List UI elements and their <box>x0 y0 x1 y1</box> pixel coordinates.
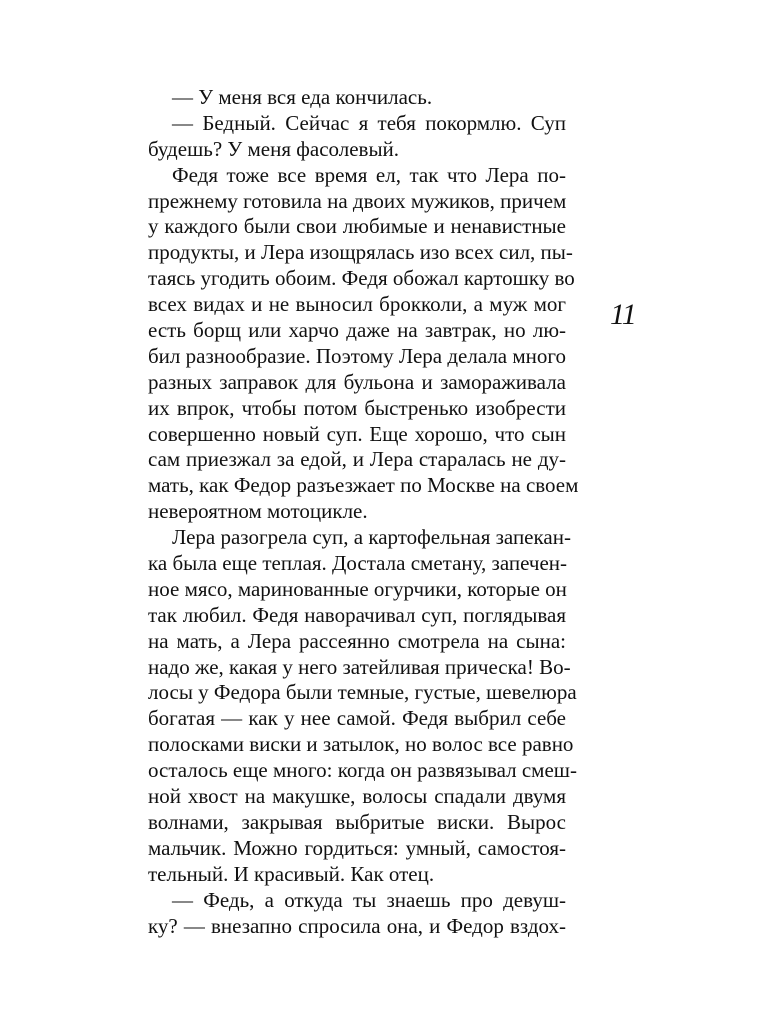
text-line: — Бедный. Сейчас я тебя покормлю. Суп <box>172 110 566 135</box>
text-line: невероятном мотоцикле. <box>148 499 368 524</box>
text-line: ное мясо, маринованные огурчики, которые он <box>148 576 567 601</box>
paragraph <box>148 85 566 111</box>
text-line: ной хвост на макушке, волосы спадали двумя <box>148 784 566 809</box>
paragraph <box>148 111 566 163</box>
text-line: — Федь, а откуда ты знаешь про девуш- <box>172 887 566 912</box>
text-line: разных заправок для бульона и замораживала <box>148 369 566 394</box>
text-line: полосками виски и затылок, но волос все равно <box>148 732 574 757</box>
paragraph <box>148 888 566 940</box>
text-line: надо же, какая у него затейливая прическа! Во- <box>148 654 571 679</box>
paragraph <box>148 525 577 887</box>
text-line: мальчик. Можно гордиться: умный, самостоя- <box>148 835 566 860</box>
text-line: ку? — внезапно спросила она, и Федор вздох- <box>148 913 566 938</box>
text-line: тельный. И красивый. Как отец. <box>148 861 435 886</box>
text-line: — У меня вся еда кончилась. <box>172 85 433 109</box>
text-line: прежнему готовила на двоих мужиков, причем <box>148 188 567 213</box>
text-line: ка была еще теплая. Достала сметану, запечен- <box>148 551 568 576</box>
text-line: совершенно новый суп. Еще хорошо, что сын <box>148 421 566 446</box>
text-line: Федя тоже все время ел, так что Лера по- <box>172 162 566 187</box>
text-line: есть борщ или харчо даже на завтрак, но лю- <box>148 318 566 343</box>
text-line: богатая — как у нее самой. Федя выбрил себе <box>148 706 566 731</box>
text-line: таясь угодить обоим. Федя обожал картошку во <box>148 266 575 291</box>
text-line: их впрок, чтобы потом быстренько изобрести <box>148 395 566 420</box>
text-line: будешь? У меня фасолевый. <box>148 136 400 161</box>
text-line: у каждого были свои любимые и ненавистные <box>148 214 566 239</box>
text-line: сам приезжал за едой, и Лера старалась не ду- <box>148 447 566 472</box>
text-line: лосы у Федора были темные, густые, шевелюра <box>148 680 577 705</box>
text-line: осталось еще много: когда он развязывал смеш- <box>148 758 577 783</box>
text-line: всех видах и не выносил брокколи, а муж мог <box>148 292 566 317</box>
text-line: Лера разогрела суп, а картофельная запекан- <box>172 525 571 550</box>
page-number: 11 <box>610 298 636 331</box>
paragraph <box>148 162 579 525</box>
text-line: мать, как Федор разъезжает по Москве на своем <box>148 473 579 498</box>
text-line: так любил. Федя наворачивал суп, поглядывая <box>148 602 566 627</box>
body-text <box>148 85 579 939</box>
text-line: продукты, и Лера изощрялась изо всех сил, пы- <box>148 240 573 265</box>
text-line: на мать, а Лера рассеянно смотрела на сына: <box>148 628 566 653</box>
text-line: волнами, закрывая выбритые виски. Вырос <box>148 809 566 834</box>
text-line: бил разнообразие. Поэтому Лера делала много <box>148 343 566 368</box>
